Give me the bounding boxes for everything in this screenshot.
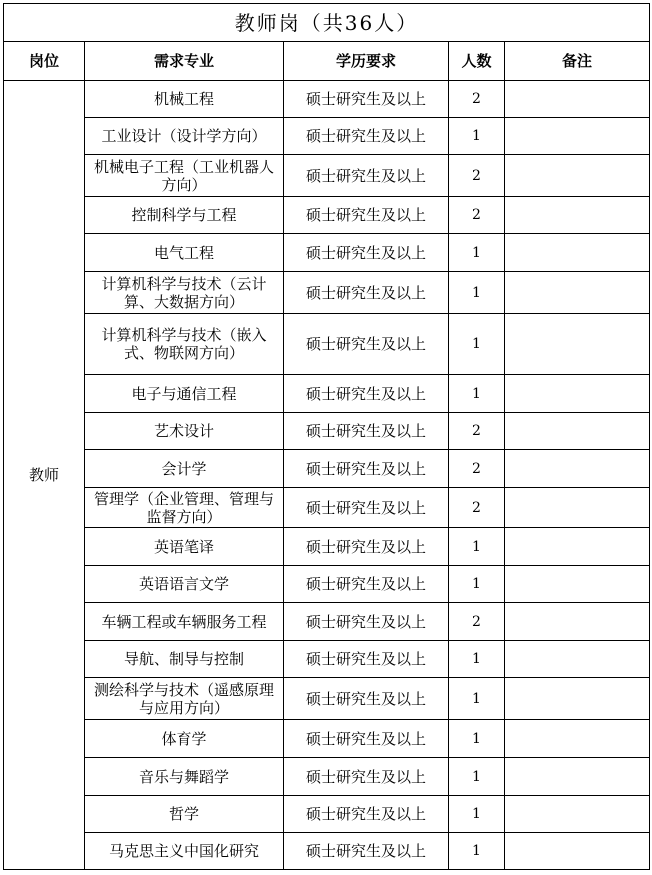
major-cell: 哲学 bbox=[85, 796, 284, 833]
table-row bbox=[4, 81, 650, 118]
education-cell: 硕士研究生及以上 bbox=[284, 796, 449, 833]
education-cell: 硕士研究生及以上 bbox=[284, 833, 449, 870]
major-cell: 电子与通信工程 bbox=[85, 375, 284, 413]
note-cell bbox=[505, 375, 650, 413]
note-cell bbox=[505, 155, 650, 197]
note-cell bbox=[505, 450, 650, 488]
table-body bbox=[4, 81, 650, 870]
count-cell: 2 bbox=[449, 450, 505, 488]
count-cell: 1 bbox=[449, 375, 505, 413]
note-cell bbox=[505, 272, 650, 314]
education-cell: 硕士研究生及以上 bbox=[284, 155, 449, 197]
count-cell: 1 bbox=[449, 118, 505, 155]
major-cell: 马克思主义中国化研究 bbox=[85, 833, 284, 870]
major-cell: 英语语言文学 bbox=[85, 566, 284, 603]
count-cell: 1 bbox=[449, 314, 505, 375]
education-cell: 硕士研究生及以上 bbox=[284, 272, 449, 314]
table-row bbox=[4, 272, 650, 314]
major-cell: 电气工程 bbox=[85, 234, 284, 272]
count-cell: 2 bbox=[449, 81, 505, 118]
count-cell: 1 bbox=[449, 234, 505, 272]
note-cell bbox=[505, 528, 650, 566]
education-cell: 硕士研究生及以上 bbox=[284, 197, 449, 234]
count-cell: 1 bbox=[449, 758, 505, 796]
table-row bbox=[4, 566, 650, 603]
education-cell: 硕士研究生及以上 bbox=[284, 450, 449, 488]
table-row bbox=[4, 234, 650, 272]
table-row bbox=[4, 155, 650, 197]
post-cell: 教师 bbox=[4, 81, 85, 870]
major-cell: 控制科学与工程 bbox=[85, 197, 284, 234]
major-cell: 机械工程 bbox=[85, 81, 284, 118]
education-cell: 硕士研究生及以上 bbox=[284, 375, 449, 413]
count-cell: 1 bbox=[449, 272, 505, 314]
note-cell bbox=[505, 603, 650, 641]
education-cell: 硕士研究生及以上 bbox=[284, 314, 449, 375]
column-header-major: 需求专业 bbox=[85, 42, 284, 81]
education-cell: 硕士研究生及以上 bbox=[284, 641, 449, 678]
note-cell bbox=[505, 81, 650, 118]
note-cell bbox=[505, 197, 650, 234]
column-header-note: 备注 bbox=[505, 42, 650, 81]
note-cell bbox=[505, 833, 650, 870]
education-cell: 硕士研究生及以上 bbox=[284, 720, 449, 758]
education-cell: 硕士研究生及以上 bbox=[284, 566, 449, 603]
note-cell bbox=[505, 566, 650, 603]
major-cell: 计算机科学与技术（云计算、大数据方向） bbox=[85, 272, 284, 314]
note-cell bbox=[505, 118, 650, 155]
note-cell bbox=[505, 758, 650, 796]
count-cell: 2 bbox=[449, 155, 505, 197]
count-cell: 1 bbox=[449, 528, 505, 566]
education-cell: 硕士研究生及以上 bbox=[284, 603, 449, 641]
note-cell bbox=[505, 641, 650, 678]
table-row bbox=[4, 450, 650, 488]
major-cell: 体育学 bbox=[85, 720, 284, 758]
table-row bbox=[4, 314, 650, 375]
education-cell: 硕士研究生及以上 bbox=[284, 488, 449, 528]
major-cell: 导航、制导与控制 bbox=[85, 641, 284, 678]
count-cell: 1 bbox=[449, 796, 505, 833]
count-cell: 2 bbox=[449, 488, 505, 528]
count-cell: 2 bbox=[449, 603, 505, 641]
major-cell: 英语笔译 bbox=[85, 528, 284, 566]
major-cell: 管理学（企业管理、管理与监督方向） bbox=[85, 488, 284, 528]
note-cell bbox=[505, 488, 650, 528]
table-row bbox=[4, 758, 650, 796]
major-cell: 艺术设计 bbox=[85, 413, 284, 450]
count-cell: 2 bbox=[449, 413, 505, 450]
table-row bbox=[4, 413, 650, 450]
count-cell: 1 bbox=[449, 641, 505, 678]
major-cell: 会计学 bbox=[85, 450, 284, 488]
major-cell: 音乐与舞蹈学 bbox=[85, 758, 284, 796]
recruitment-table bbox=[3, 3, 650, 870]
education-cell: 硕士研究生及以上 bbox=[284, 234, 449, 272]
table-row bbox=[4, 603, 650, 641]
column-header-education: 学历要求 bbox=[284, 42, 449, 81]
major-cell: 测绘科学与技术（遥感原理与应用方向） bbox=[85, 678, 284, 720]
table-title: 教师岗（共36人） bbox=[4, 4, 650, 42]
education-cell: 硕士研究生及以上 bbox=[284, 758, 449, 796]
table-row bbox=[4, 528, 650, 566]
table-row bbox=[4, 118, 650, 155]
count-cell: 1 bbox=[449, 720, 505, 758]
count-cell: 2 bbox=[449, 197, 505, 234]
table-row bbox=[4, 488, 650, 528]
column-header-count: 人数 bbox=[449, 42, 505, 81]
major-cell: 机械电子工程（工业机器人方向） bbox=[85, 155, 284, 197]
note-cell bbox=[505, 720, 650, 758]
major-cell: 车辆工程或车辆服务工程 bbox=[85, 603, 284, 641]
education-cell: 硕士研究生及以上 bbox=[284, 528, 449, 566]
education-cell: 硕士研究生及以上 bbox=[284, 81, 449, 118]
note-cell bbox=[505, 413, 650, 450]
table-row bbox=[4, 678, 650, 720]
table-row bbox=[4, 833, 650, 870]
count-cell: 1 bbox=[449, 833, 505, 870]
table-row bbox=[4, 641, 650, 678]
education-cell: 硕士研究生及以上 bbox=[284, 413, 449, 450]
note-cell bbox=[505, 314, 650, 375]
note-cell bbox=[505, 678, 650, 720]
column-header-post: 岗位 bbox=[4, 42, 85, 81]
note-cell bbox=[505, 234, 650, 272]
table-row bbox=[4, 720, 650, 758]
count-cell: 1 bbox=[449, 678, 505, 720]
table-row bbox=[4, 197, 650, 234]
table-row bbox=[4, 375, 650, 413]
education-cell: 硕士研究生及以上 bbox=[284, 678, 449, 720]
major-cell: 工业设计（设计学方向） bbox=[85, 118, 284, 155]
table-row bbox=[4, 796, 650, 833]
note-cell bbox=[505, 796, 650, 833]
education-cell: 硕士研究生及以上 bbox=[284, 118, 449, 155]
count-cell: 1 bbox=[449, 566, 505, 603]
major-cell: 计算机科学与技术（嵌入式、物联网方向） bbox=[85, 314, 284, 375]
